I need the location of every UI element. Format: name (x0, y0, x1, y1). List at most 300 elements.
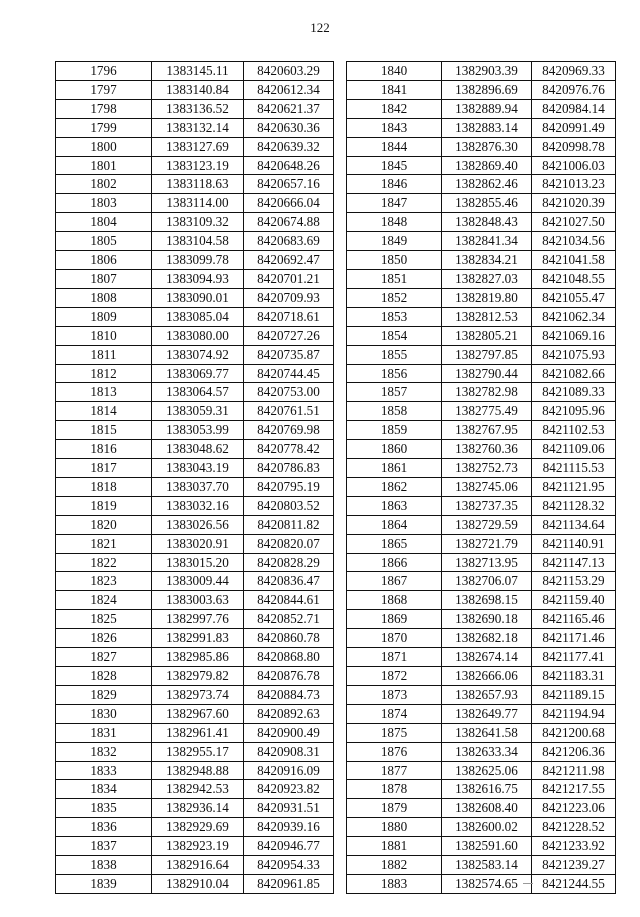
scan-mark (523, 883, 533, 884)
x-coordinate-cell: 1382641.58 (442, 723, 532, 742)
point-number-cell: 1877 (347, 761, 442, 780)
point-number-cell: 1871 (347, 648, 442, 667)
x-coordinate-cell: 1382625.06 (442, 761, 532, 780)
y-coordinate-cell: 8420778.42 (244, 440, 334, 459)
y-coordinate-cell: 8420900.49 (244, 723, 334, 742)
table-row (56, 288, 334, 307)
y-coordinate-cell: 8420860.78 (244, 629, 334, 648)
y-coordinate-cell: 8420621.37 (244, 99, 334, 118)
x-coordinate-cell: 1383015.20 (152, 553, 244, 572)
x-coordinate-cell: 1382985.86 (152, 648, 244, 667)
y-coordinate-cell: 8421102.53 (532, 421, 616, 440)
y-coordinate-cell: 8421194.94 (532, 704, 616, 723)
point-number-cell: 1829 (56, 685, 152, 704)
x-coordinate-cell: 1383074.92 (152, 345, 244, 364)
point-number-cell: 1860 (347, 440, 442, 459)
point-number-cell: 1876 (347, 742, 442, 761)
table-row (56, 459, 334, 478)
point-number-cell: 1854 (347, 326, 442, 345)
table-row (347, 459, 616, 478)
table-row (347, 742, 616, 761)
x-coordinate-cell: 1383136.52 (152, 99, 244, 118)
table-row (56, 326, 334, 345)
y-coordinate-cell: 8420718.61 (244, 307, 334, 326)
x-coordinate-cell: 1382721.79 (442, 534, 532, 553)
x-coordinate-cell: 1383109.32 (152, 213, 244, 232)
point-number-cell: 1820 (56, 515, 152, 534)
point-number-cell: 1843 (347, 118, 442, 137)
point-number-cell: 1879 (347, 799, 442, 818)
x-coordinate-cell: 1382955.17 (152, 742, 244, 761)
table-row (56, 553, 334, 572)
y-coordinate-cell: 8421200.68 (532, 723, 616, 742)
x-coordinate-cell: 1383085.04 (152, 307, 244, 326)
x-coordinate-cell: 1382649.77 (442, 704, 532, 723)
point-number-cell: 1822 (56, 553, 152, 572)
y-coordinate-cell: 8420811.82 (244, 515, 334, 534)
point-number-cell: 1826 (56, 629, 152, 648)
table-row (347, 175, 616, 194)
y-coordinate-cell: 8421171.46 (532, 629, 616, 648)
point-number-cell: 1855 (347, 345, 442, 364)
table-row (347, 496, 616, 515)
table-row (347, 269, 616, 288)
table-row (347, 307, 616, 326)
x-coordinate-cell: 1383003.63 (152, 591, 244, 610)
point-number-cell: 1856 (347, 364, 442, 383)
y-coordinate-cell: 8421115.53 (532, 459, 616, 478)
y-coordinate-cell: 8420786.83 (244, 459, 334, 478)
point-number-cell: 1857 (347, 383, 442, 402)
table-row (347, 780, 616, 799)
point-number-cell: 1863 (347, 496, 442, 515)
x-coordinate-cell: 1382961.41 (152, 723, 244, 742)
x-coordinate-cell: 1382869.40 (442, 156, 532, 175)
table-row (56, 440, 334, 459)
point-number-cell: 1830 (56, 704, 152, 723)
x-coordinate-cell: 1382737.35 (442, 496, 532, 515)
table-row (347, 572, 616, 591)
x-coordinate-cell: 1382752.73 (442, 459, 532, 478)
table-row (347, 704, 616, 723)
table-row (56, 799, 334, 818)
table-row (56, 534, 334, 553)
y-coordinate-cell: 8420916.09 (244, 761, 334, 780)
x-coordinate-cell: 1383118.63 (152, 175, 244, 194)
table-row (347, 213, 616, 232)
table-row (347, 364, 616, 383)
point-number-cell: 1801 (56, 156, 152, 175)
y-coordinate-cell: 8420939.16 (244, 818, 334, 837)
y-coordinate-cell: 8421233.92 (532, 837, 616, 856)
point-number-cell: 1828 (56, 667, 152, 686)
x-coordinate-cell: 1382608.40 (442, 799, 532, 818)
point-number-cell: 1796 (56, 62, 152, 81)
x-coordinate-cell: 1382591.60 (442, 837, 532, 856)
point-number-cell: 1815 (56, 421, 152, 440)
y-coordinate-cell: 8420931.51 (244, 799, 334, 818)
x-coordinate-cell: 1383064.57 (152, 383, 244, 402)
y-coordinate-cell: 8421239.27 (532, 856, 616, 875)
x-coordinate-cell: 1382942.53 (152, 780, 244, 799)
point-number-cell: 1867 (347, 572, 442, 591)
point-number-cell: 1806 (56, 251, 152, 270)
table-row (56, 232, 334, 251)
x-coordinate-cell: 1383099.78 (152, 251, 244, 270)
table-row (347, 723, 616, 742)
y-coordinate-cell: 8420876.78 (244, 667, 334, 686)
table-row (347, 667, 616, 686)
point-number-cell: 1835 (56, 799, 152, 818)
y-coordinate-cell: 8420969.33 (532, 62, 616, 81)
x-coordinate-cell: 1382775.49 (442, 402, 532, 421)
point-number-cell: 1821 (56, 534, 152, 553)
x-coordinate-cell: 1383114.00 (152, 194, 244, 213)
x-coordinate-cell: 1382903.39 (442, 62, 532, 81)
x-coordinate-cell: 1382805.21 (442, 326, 532, 345)
x-coordinate-cell: 1382745.06 (442, 477, 532, 496)
coordinates-table-right (346, 61, 616, 894)
x-coordinate-cell: 1382666.06 (442, 667, 532, 686)
y-coordinate-cell: 8420892.63 (244, 704, 334, 723)
table-row (347, 345, 616, 364)
point-number-cell: 1874 (347, 704, 442, 723)
table-row (56, 156, 334, 175)
point-number-cell: 1842 (347, 99, 442, 118)
point-number-cell: 1878 (347, 780, 442, 799)
table-row (56, 610, 334, 629)
point-number-cell: 1831 (56, 723, 152, 742)
table-row (56, 194, 334, 213)
point-number-cell: 1799 (56, 118, 152, 137)
x-coordinate-cell: 1382883.14 (442, 118, 532, 137)
table-row (56, 118, 334, 137)
y-coordinate-cell: 8420701.21 (244, 269, 334, 288)
x-coordinate-cell: 1382929.69 (152, 818, 244, 837)
y-coordinate-cell: 8421041.58 (532, 251, 616, 270)
y-coordinate-cell: 8420709.93 (244, 288, 334, 307)
y-coordinate-cell: 8420603.29 (244, 62, 334, 81)
x-coordinate-cell: 1382923.19 (152, 837, 244, 856)
x-coordinate-cell: 1383053.99 (152, 421, 244, 440)
point-number-cell: 1869 (347, 610, 442, 629)
y-coordinate-cell: 8420795.19 (244, 477, 334, 496)
point-number-cell: 1834 (56, 780, 152, 799)
point-number-cell: 1838 (56, 856, 152, 875)
x-coordinate-cell: 1382979.82 (152, 667, 244, 686)
table-row (347, 402, 616, 421)
table-row (347, 856, 616, 875)
x-coordinate-cell: 1383009.44 (152, 572, 244, 591)
x-coordinate-cell: 1382767.95 (442, 421, 532, 440)
table-row (56, 648, 334, 667)
y-coordinate-cell: 8421048.55 (532, 269, 616, 288)
point-number-cell: 1873 (347, 685, 442, 704)
table-row (347, 818, 616, 837)
y-coordinate-cell: 8420692.47 (244, 251, 334, 270)
table-row (347, 534, 616, 553)
y-coordinate-cell: 8420844.61 (244, 591, 334, 610)
y-coordinate-cell: 8420648.26 (244, 156, 334, 175)
y-coordinate-cell: 8421006.03 (532, 156, 616, 175)
point-number-cell: 1883 (347, 874, 442, 893)
point-number-cell: 1807 (56, 269, 152, 288)
y-coordinate-cell: 8420639.32 (244, 137, 334, 156)
table-row (56, 402, 334, 421)
table-row (347, 80, 616, 99)
point-number-cell: 1809 (56, 307, 152, 326)
point-number-cell: 1870 (347, 629, 442, 648)
table-row (347, 477, 616, 496)
y-coordinate-cell: 8421128.32 (532, 496, 616, 515)
point-number-cell: 1836 (56, 818, 152, 837)
y-coordinate-cell: 8420769.98 (244, 421, 334, 440)
y-coordinate-cell: 8420836.47 (244, 572, 334, 591)
x-coordinate-cell: 1383132.14 (152, 118, 244, 137)
point-number-cell: 1845 (347, 156, 442, 175)
table-row (347, 383, 616, 402)
point-number-cell: 1814 (56, 402, 152, 421)
table-row (347, 194, 616, 213)
x-coordinate-cell: 1383094.93 (152, 269, 244, 288)
point-number-cell: 1866 (347, 553, 442, 572)
point-number-cell: 1808 (56, 288, 152, 307)
point-number-cell: 1858 (347, 402, 442, 421)
y-coordinate-cell: 8420683.69 (244, 232, 334, 251)
x-coordinate-cell: 1382729.59 (442, 515, 532, 534)
table-row (347, 326, 616, 345)
y-coordinate-cell: 8421034.56 (532, 232, 616, 251)
table-row (347, 629, 616, 648)
y-coordinate-cell: 8420976.76 (532, 80, 616, 99)
table-row (347, 553, 616, 572)
point-number-cell: 1875 (347, 723, 442, 742)
y-coordinate-cell: 8421244.55 (532, 874, 616, 893)
x-coordinate-cell: 1382855.46 (442, 194, 532, 213)
x-coordinate-cell: 1382713.95 (442, 553, 532, 572)
table-row (56, 572, 334, 591)
point-number-cell: 1861 (347, 459, 442, 478)
x-coordinate-cell: 1383069.77 (152, 364, 244, 383)
x-coordinate-cell: 1383059.31 (152, 402, 244, 421)
table-row (56, 477, 334, 496)
y-coordinate-cell: 8420820.07 (244, 534, 334, 553)
x-coordinate-cell: 1382812.53 (442, 307, 532, 326)
x-coordinate-cell: 1383140.84 (152, 80, 244, 99)
table-row (347, 648, 616, 667)
x-coordinate-cell: 1382862.46 (442, 175, 532, 194)
point-number-cell: 1864 (347, 515, 442, 534)
point-number-cell: 1850 (347, 251, 442, 270)
x-coordinate-cell: 1382797.85 (442, 345, 532, 364)
y-coordinate-cell: 8421095.96 (532, 402, 616, 421)
point-number-cell: 1837 (56, 837, 152, 856)
y-coordinate-cell: 8420803.52 (244, 496, 334, 515)
point-number-cell: 1840 (347, 62, 442, 81)
table-row (56, 780, 334, 799)
point-number-cell: 1805 (56, 232, 152, 251)
table-row (56, 345, 334, 364)
table-row (347, 137, 616, 156)
point-number-cell: 1812 (56, 364, 152, 383)
y-coordinate-cell: 8421027.50 (532, 213, 616, 232)
table-row (56, 515, 334, 534)
y-coordinate-cell: 8421140.91 (532, 534, 616, 553)
y-coordinate-cell: 8421223.06 (532, 799, 616, 818)
x-coordinate-cell: 1382819.80 (442, 288, 532, 307)
point-number-cell: 1832 (56, 742, 152, 761)
table-row (347, 837, 616, 856)
table-row (347, 251, 616, 270)
y-coordinate-cell: 8421177.41 (532, 648, 616, 667)
page-number: 122 (310, 20, 330, 35)
x-coordinate-cell: 1382760.36 (442, 440, 532, 459)
x-coordinate-cell: 1382916.64 (152, 856, 244, 875)
table-row (347, 610, 616, 629)
table-row (347, 515, 616, 534)
x-coordinate-cell: 1383145.11 (152, 62, 244, 81)
y-coordinate-cell: 8420657.16 (244, 175, 334, 194)
y-coordinate-cell: 8421189.15 (532, 685, 616, 704)
table-row (56, 383, 334, 402)
point-number-cell: 1852 (347, 288, 442, 307)
y-coordinate-cell: 8420852.71 (244, 610, 334, 629)
point-number-cell: 1865 (347, 534, 442, 553)
table-row (56, 837, 334, 856)
table-row (56, 742, 334, 761)
table-row (56, 818, 334, 837)
table-row (347, 440, 616, 459)
x-coordinate-cell: 1383104.58 (152, 232, 244, 251)
y-coordinate-cell: 8421069.16 (532, 326, 616, 345)
point-number-cell: 1802 (56, 175, 152, 194)
y-coordinate-cell: 8420828.29 (244, 553, 334, 572)
table-row (56, 80, 334, 99)
point-number-cell: 1882 (347, 856, 442, 875)
y-coordinate-cell: 8420761.51 (244, 402, 334, 421)
point-number-cell: 1881 (347, 837, 442, 856)
x-coordinate-cell: 1382997.76 (152, 610, 244, 629)
x-coordinate-cell: 1383123.19 (152, 156, 244, 175)
point-number-cell: 1825 (56, 610, 152, 629)
point-number-cell: 1841 (347, 80, 442, 99)
point-number-cell: 1862 (347, 477, 442, 496)
x-coordinate-cell: 1383048.62 (152, 440, 244, 459)
y-coordinate-cell: 8420991.49 (532, 118, 616, 137)
x-coordinate-cell: 1382948.88 (152, 761, 244, 780)
y-coordinate-cell: 8421055.47 (532, 288, 616, 307)
point-number-cell: 1810 (56, 326, 152, 345)
x-coordinate-cell: 1383032.16 (152, 496, 244, 515)
x-coordinate-cell: 1383026.56 (152, 515, 244, 534)
y-coordinate-cell: 8420884.73 (244, 685, 334, 704)
table-row (347, 62, 616, 81)
point-number-cell: 1859 (347, 421, 442, 440)
table-row (347, 99, 616, 118)
y-coordinate-cell: 8420868.80 (244, 648, 334, 667)
y-coordinate-cell: 8421109.06 (532, 440, 616, 459)
point-number-cell: 1880 (347, 818, 442, 837)
x-coordinate-cell: 1382973.74 (152, 685, 244, 704)
point-number-cell: 1847 (347, 194, 442, 213)
x-coordinate-cell: 1382616.75 (442, 780, 532, 799)
x-coordinate-cell: 1382834.21 (442, 251, 532, 270)
table-row (56, 421, 334, 440)
x-coordinate-cell: 1382600.02 (442, 818, 532, 837)
y-coordinate-cell: 8421121.95 (532, 477, 616, 496)
x-coordinate-cell: 1382682.18 (442, 629, 532, 648)
x-coordinate-cell: 1382633.34 (442, 742, 532, 761)
table-row (56, 175, 334, 194)
y-coordinate-cell: 8420954.33 (244, 856, 334, 875)
y-coordinate-cell: 8420961.85 (244, 874, 334, 893)
y-coordinate-cell: 8420666.04 (244, 194, 334, 213)
point-number-cell: 1851 (347, 269, 442, 288)
y-coordinate-cell: 8420998.78 (532, 137, 616, 156)
x-coordinate-cell: 1382690.18 (442, 610, 532, 629)
y-coordinate-cell: 8421134.64 (532, 515, 616, 534)
x-coordinate-cell: 1382876.30 (442, 137, 532, 156)
x-coordinate-cell: 1382889.94 (442, 99, 532, 118)
point-number-cell: 1827 (56, 648, 152, 667)
y-coordinate-cell: 8421159.40 (532, 591, 616, 610)
point-number-cell: 1823 (56, 572, 152, 591)
x-coordinate-cell: 1383090.01 (152, 288, 244, 307)
point-number-cell: 1839 (56, 874, 152, 893)
point-number-cell: 1872 (347, 667, 442, 686)
table-row (347, 288, 616, 307)
y-coordinate-cell: 8421183.31 (532, 667, 616, 686)
point-number-cell: 1853 (347, 307, 442, 326)
y-coordinate-cell: 8420727.26 (244, 326, 334, 345)
table-row (56, 137, 334, 156)
point-number-cell: 1824 (56, 591, 152, 610)
point-number-cell: 1848 (347, 213, 442, 232)
x-coordinate-cell: 1382583.14 (442, 856, 532, 875)
x-coordinate-cell: 1382967.60 (152, 704, 244, 723)
x-coordinate-cell: 1382848.43 (442, 213, 532, 232)
y-coordinate-cell: 8420984.14 (532, 99, 616, 118)
x-coordinate-cell: 1382790.44 (442, 364, 532, 383)
y-coordinate-cell: 8421013.23 (532, 175, 616, 194)
y-coordinate-cell: 8421147.13 (532, 553, 616, 572)
table-row (56, 251, 334, 270)
table-row (347, 874, 616, 893)
x-coordinate-cell: 1382827.03 (442, 269, 532, 288)
y-coordinate-cell: 8421228.52 (532, 818, 616, 837)
point-number-cell: 1816 (56, 440, 152, 459)
x-coordinate-cell: 1382698.15 (442, 591, 532, 610)
point-number-cell: 1797 (56, 80, 152, 99)
x-coordinate-cell: 1382991.83 (152, 629, 244, 648)
point-number-cell: 1846 (347, 175, 442, 194)
point-number-cell: 1818 (56, 477, 152, 496)
y-coordinate-cell: 8420674.88 (244, 213, 334, 232)
table-row (56, 307, 334, 326)
x-coordinate-cell: 1382936.14 (152, 799, 244, 818)
point-number-cell: 1804 (56, 213, 152, 232)
y-coordinate-cell: 8420630.36 (244, 118, 334, 137)
y-coordinate-cell: 8421089.33 (532, 383, 616, 402)
table-row (347, 232, 616, 251)
x-coordinate-cell: 1382896.69 (442, 80, 532, 99)
table-row (56, 629, 334, 648)
x-coordinate-cell: 1382706.07 (442, 572, 532, 591)
y-coordinate-cell: 8420744.45 (244, 364, 334, 383)
y-coordinate-cell: 8421165.46 (532, 610, 616, 629)
table-row (56, 856, 334, 875)
point-number-cell: 1803 (56, 194, 152, 213)
